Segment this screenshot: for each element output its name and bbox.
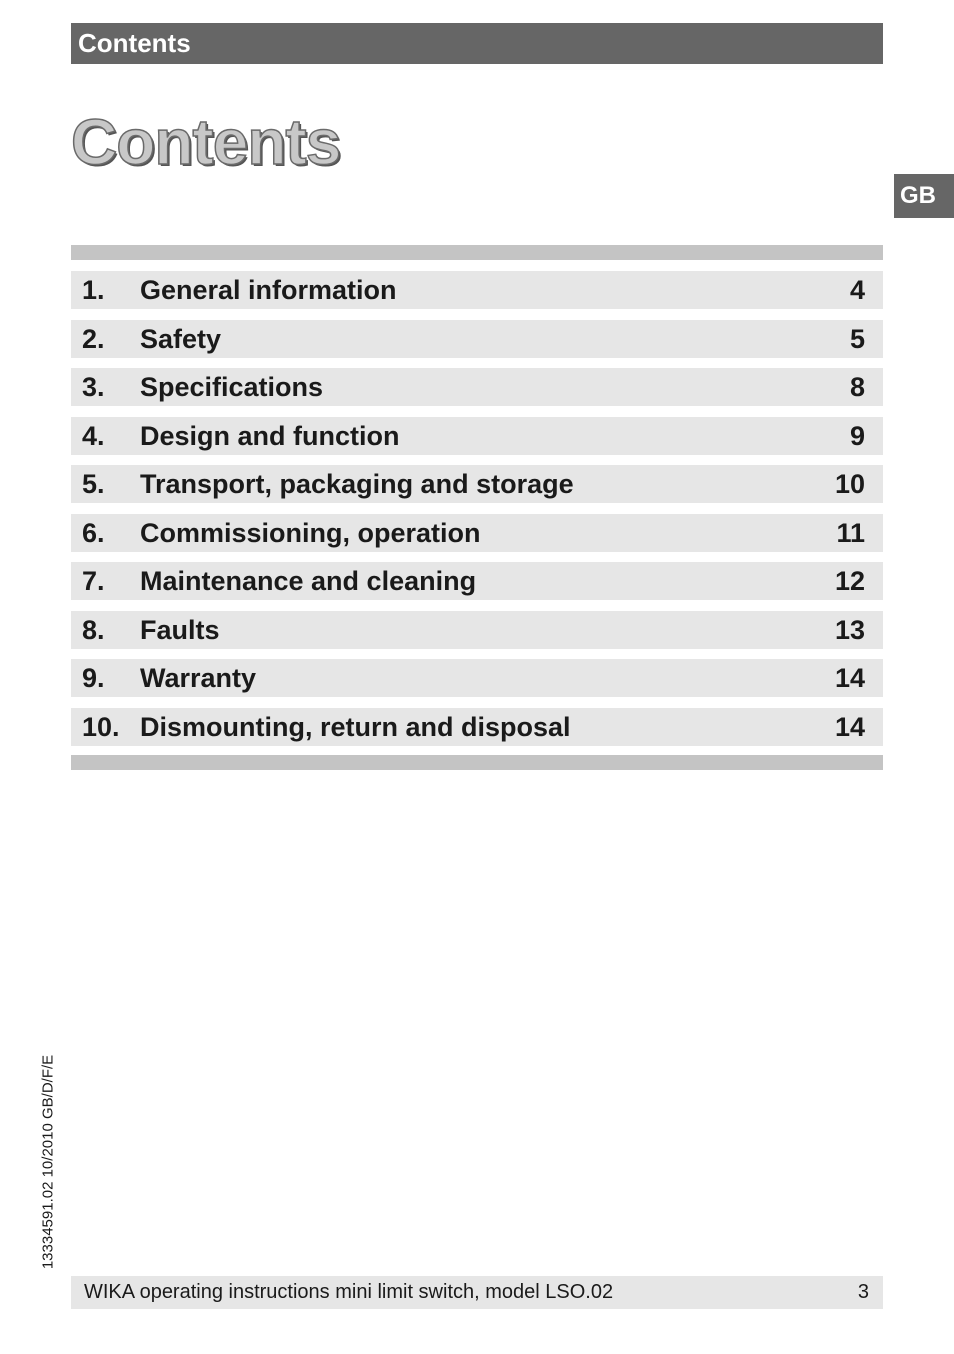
section-header-bar — [71, 23, 883, 64]
toc-entry-page: 5 — [849, 323, 865, 354]
toc-entry[interactable] — [71, 562, 883, 600]
bottom-divider — [71, 755, 883, 770]
language-tab-label: GB — [900, 182, 936, 209]
toc-entry-title: Dismounting, return and disposal — [140, 711, 571, 742]
toc-entry-page: 14 — [834, 711, 865, 742]
toc-entry-page: 13 — [834, 614, 865, 645]
toc-entry-number: 10. — [82, 711, 120, 742]
toc-entry-number: 1. — [82, 275, 105, 305]
toc-entry-number: 8. — [82, 614, 105, 645]
toc-entry[interactable] — [71, 271, 883, 309]
toc-entry[interactable] — [71, 659, 883, 697]
page-title: Contents — [71, 106, 341, 178]
toc-entry-page: 12 — [834, 566, 865, 596]
toc-entry-page: 4 — [849, 275, 865, 305]
toc-entry-title: Specifications — [140, 372, 324, 402]
language-tab — [894, 174, 954, 218]
document-code-text: 13334591.02 10/2010 GB/D/F/E — [39, 1054, 57, 1270]
toc-entry[interactable] — [71, 368, 883, 406]
toc-entry-number: 3. — [82, 372, 105, 402]
toc-entry-page: 10 — [834, 469, 865, 499]
toc-entry[interactable] — [71, 708, 883, 746]
top-divider — [71, 245, 883, 260]
toc-entry-number: 9. — [82, 663, 105, 693]
toc-entry-number: 6. — [82, 517, 105, 548]
toc-entry-number: 4. — [82, 420, 105, 451]
toc-entry[interactable] — [71, 514, 883, 552]
section-header-title: Contents — [78, 28, 191, 58]
toc-entry-title: Design and function — [140, 420, 400, 451]
footer-page-number: 3 — [857, 1281, 869, 1303]
toc-entry-title: Safety — [140, 323, 222, 354]
table-of-contents — [71, 271, 883, 756]
footer-text: WIKA operating instructions mini limit switch, model LSO.02 — [84, 1281, 614, 1303]
toc-entry-title: Commissioning, operation — [140, 517, 481, 548]
toc-entry-title: Maintenance and cleaning — [140, 566, 477, 596]
toc-entry[interactable] — [71, 611, 883, 649]
toc-entry-page: 9 — [849, 420, 865, 451]
toc-entry-number: 7. — [82, 566, 105, 596]
document-code — [40, 1048, 56, 1276]
toc-entry-page: 8 — [849, 372, 865, 402]
toc-entry-number: 2. — [82, 323, 105, 354]
toc-entry[interactable] — [71, 417, 883, 455]
toc-entry-title: Warranty — [140, 663, 257, 693]
toc-entry[interactable] — [71, 320, 883, 358]
toc-entry-page: 14 — [834, 663, 865, 693]
toc-entry-number: 5. — [82, 469, 105, 499]
toc-entry-title: Transport, packaging and storage — [140, 469, 574, 499]
toc-entry-page: 11 — [836, 517, 865, 548]
toc-entry-title: General information — [140, 275, 397, 305]
toc-entry[interactable] — [71, 465, 883, 503]
page-footer — [71, 1276, 883, 1309]
toc-entry-title: Faults — [140, 614, 220, 645]
